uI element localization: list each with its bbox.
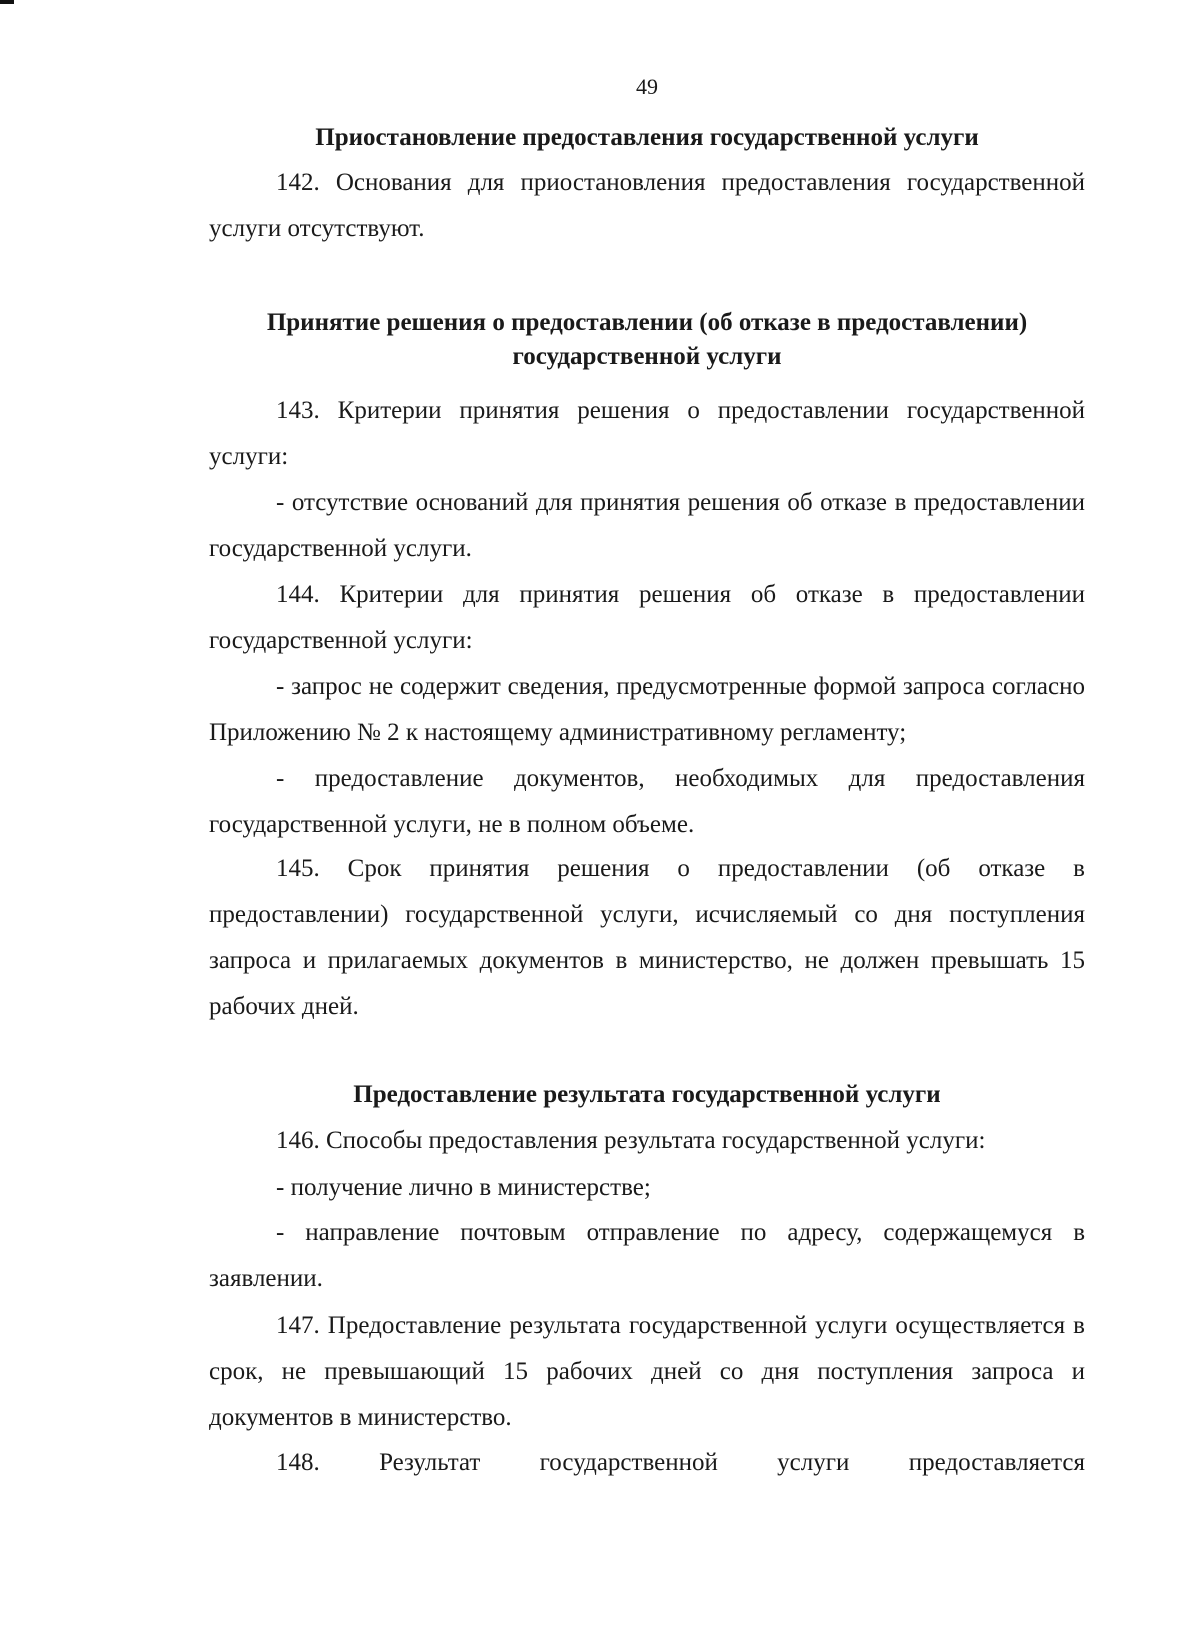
paragraph-142: 142. Основания для приостановления предоставления государственной услуги отсутствуют. [209, 169, 1085, 242]
scan-corner-mark [0, 0, 14, 4]
section-heading-decision-line2: государственной услуги [512, 343, 782, 370]
paragraph-143: 143. Критерии принятия решения о предоставлении государственной услуги: [209, 397, 1085, 470]
paragraph-147: 147. Предоставление результата государственной услуги осуществляется в срок, не превышающий 15 рабочих дней со дня поступления запроса и документов в министерство. [209, 1312, 1085, 1431]
section-heading-decision [209, 306, 1085, 374]
section-heading-decision-line1: Принятие решения о предоставлении (об отказе в предоставлении) [266, 309, 1028, 336]
paragraph-144-item-2: - предоставление документов, необходимых для предоставления государственной услуги, не в полном объеме. [209, 765, 1085, 838]
paragraph-148: 148. Результат государственной услуги предоставляется [276, 1449, 1085, 1476]
page-number: 49 [636, 74, 658, 99]
paragraph-145: 145. Срок принятия решения о предоставлении (об отказе в предоставлении) государственной услуги, исчисляемый со дня поступления запроса и прилагаемых документов в министерство, не должен превышать 15 рабочих дней. [209, 855, 1085, 1020]
paragraph-144-item-1: - запрос не содержит сведения, предусмотренные формой запроса согласно Приложению № 2 к настоящему административному регламенту; [209, 673, 1085, 746]
section-heading-result: Предоставление результата государственной услуги [353, 1081, 941, 1108]
paragraph-144: 144. Критерии для принятия решения об отказе в предоставлении государственной услуги: [209, 581, 1085, 654]
section-heading-suspension: Приостановление предоставления государственной услуги [315, 124, 979, 151]
paragraph-146: 146. Способы предоставления результата государственной услуги: [276, 1127, 986, 1154]
paragraph-143-item-1: - отсутствие оснований для принятия решения об отказе в предоставлении государственной услуги. [209, 489, 1085, 562]
paragraph-146-item-1: - получение лично в министерстве; [276, 1174, 651, 1201]
paragraph-146-item-2: - направление почтовым отправление по адресу, содержащемуся в заявлении. [209, 1219, 1085, 1292]
